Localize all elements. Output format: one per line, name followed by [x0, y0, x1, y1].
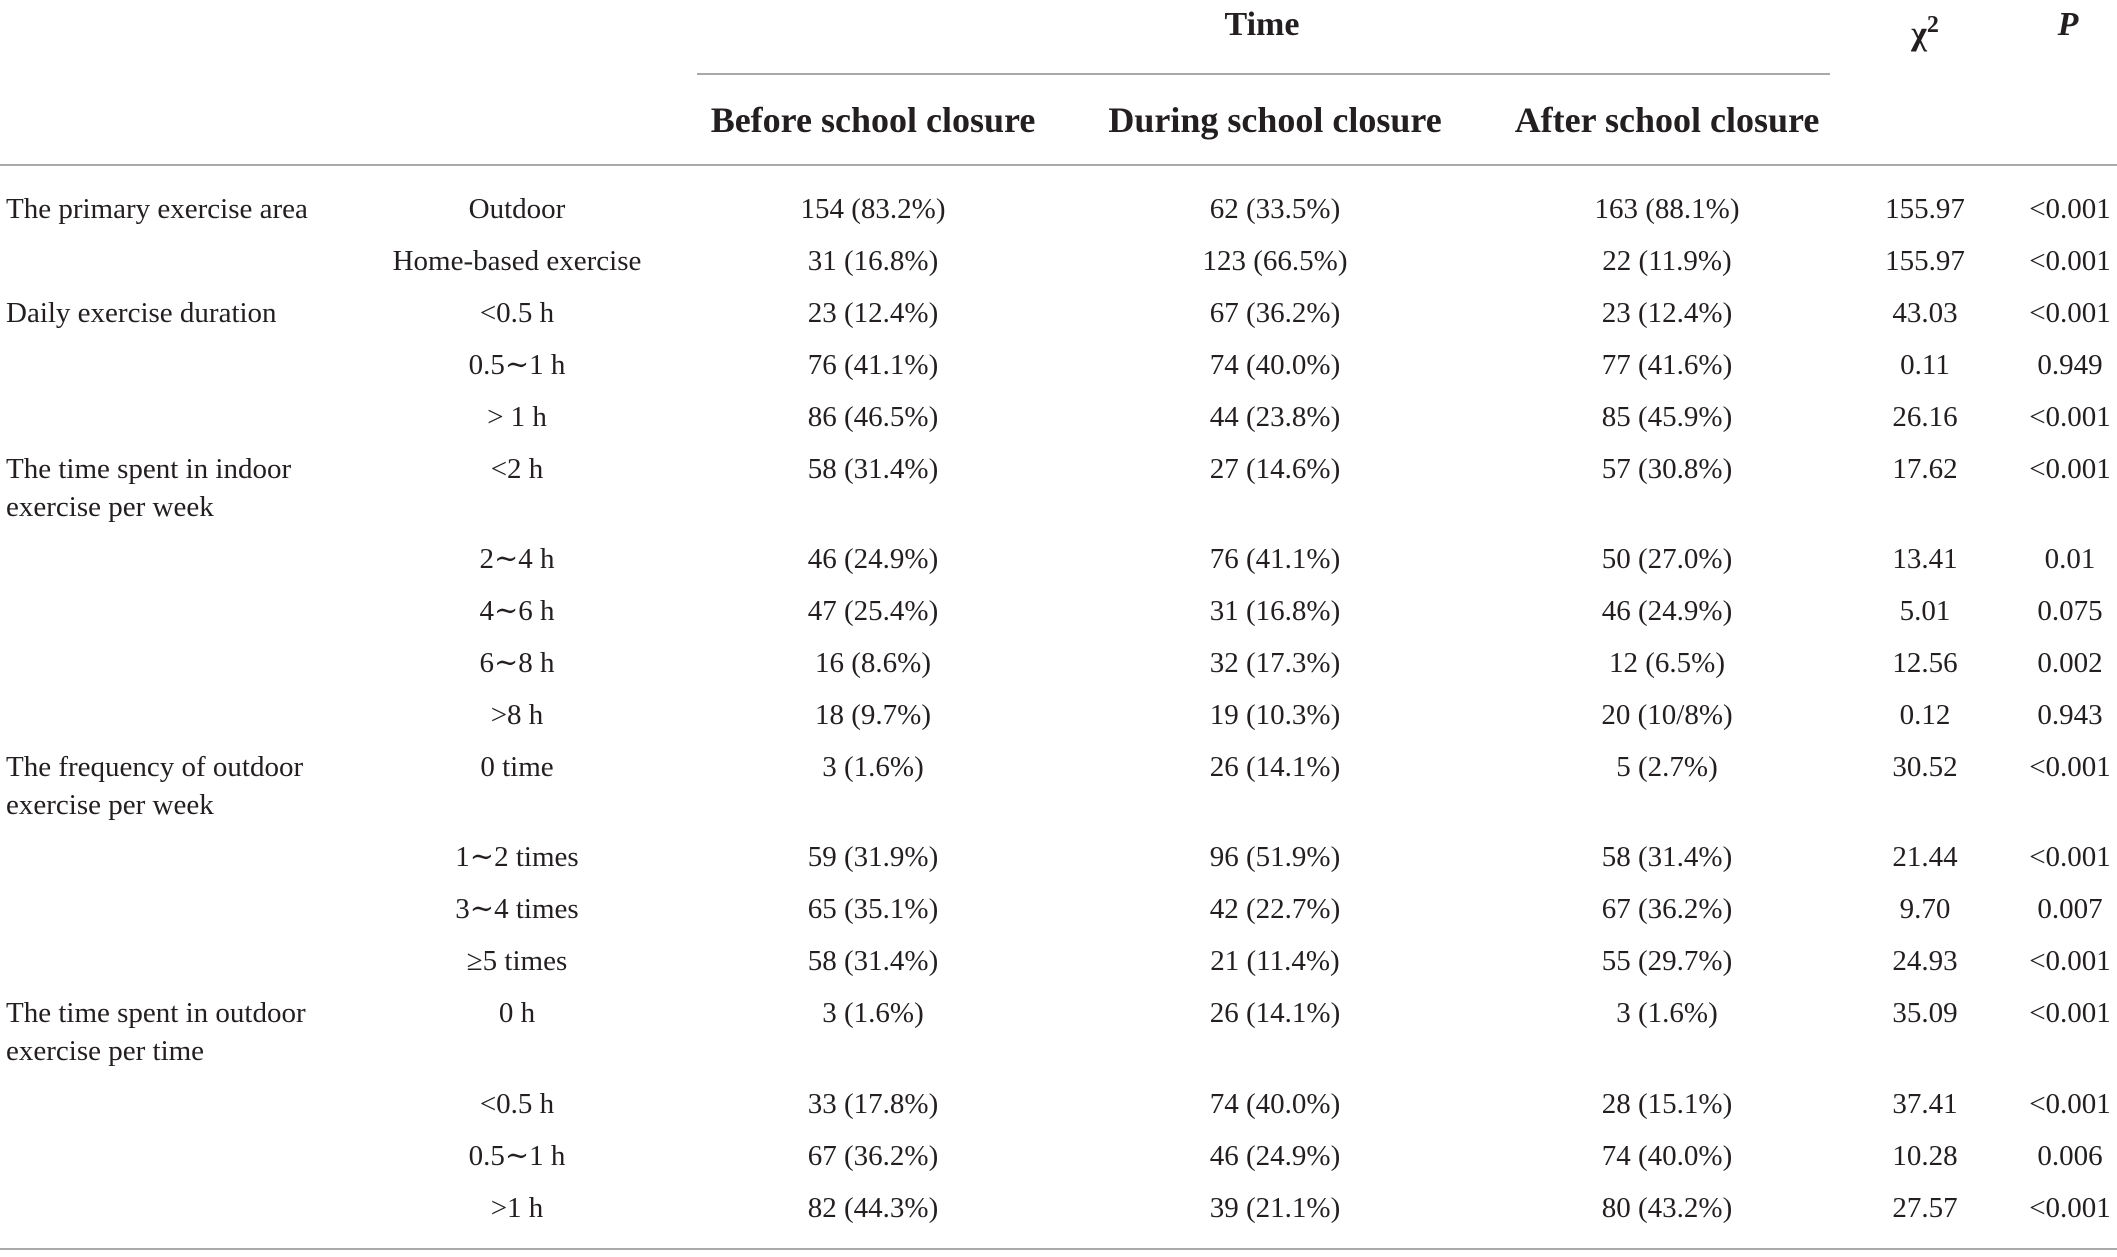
cell-after: 3 (1.6%): [1616, 997, 1718, 1029]
cell-before: 3 (1.6%): [822, 751, 924, 783]
cell-chi-square: 17.62: [1892, 453, 1958, 485]
cell-p-value: 0.007: [2037, 893, 2103, 925]
cell-chi-square: 5.01: [1899, 595, 1951, 627]
row-sublabel: Outdoor: [468, 193, 566, 225]
cell-p-value: <0.001: [2029, 751, 2111, 783]
cell-during: 74 (40.0%): [1209, 1088, 1341, 1120]
header-p: P: [2057, 6, 2079, 43]
chi-symbol: χ: [1911, 15, 1927, 53]
cell-chi-square: 26.16: [1892, 401, 1958, 433]
cell-during: 76 (41.1%): [1209, 543, 1341, 575]
cell-after: 55 (29.7%): [1601, 945, 1733, 977]
cell-chi-square: 0.12: [1899, 699, 1951, 731]
time-rule: [697, 73, 1830, 75]
cell-after: 5 (2.7%): [1616, 751, 1718, 783]
cell-chi-square: 0.11: [1900, 349, 1950, 381]
cell-during: 39 (21.1%): [1209, 1192, 1341, 1224]
cell-p-value: <0.001: [2029, 297, 2111, 329]
row-sublabel: > 1 h: [487, 401, 547, 433]
chi-exponent: 2: [1926, 12, 1939, 38]
cell-p-value: <0.001: [2029, 1088, 2111, 1120]
cell-after: 67 (36.2%): [1601, 893, 1733, 925]
cell-after: 28 (15.1%): [1601, 1088, 1733, 1120]
row-sublabel: 4∼6 h: [479, 595, 555, 627]
cell-during: 26 (14.1%): [1209, 751, 1341, 783]
cell-after: 46 (24.9%): [1601, 595, 1733, 627]
row-sublabel: 6∼8 h: [479, 647, 555, 679]
cell-after: 12 (6.5%): [1609, 647, 1725, 679]
cell-before: 16 (8.6%): [815, 647, 931, 679]
row-sublabel: <0.5 h: [479, 297, 555, 329]
cell-during: 19 (10.3%): [1209, 699, 1341, 731]
cell-after: 85 (45.9%): [1601, 401, 1733, 433]
cell-before: 82 (44.3%): [807, 1192, 939, 1224]
row-sublabel: >1 h: [490, 1192, 544, 1224]
cell-before: 154 (83.2%): [800, 193, 946, 225]
header-chi-square: [1911, 0, 1939, 59]
cell-chi-square: 10.28: [1892, 1140, 1958, 1172]
cell-before: 86 (46.5%): [807, 401, 939, 433]
row-sublabel: 3∼4 times: [455, 893, 579, 925]
row-label: Daily exercise duration: [6, 297, 277, 329]
cell-chi-square: 155.97: [1885, 193, 1965, 225]
header-bottom-rule: [0, 164, 2117, 166]
row-sublabel: 0 time: [480, 751, 554, 783]
row-label: The primary exercise area: [6, 193, 308, 225]
cell-during: 32 (17.3%): [1209, 647, 1341, 679]
cell-p-value: <0.001: [2029, 997, 2111, 1029]
row-label: The time spent in indoor exercise per week: [6, 453, 292, 523]
column-header-during: During school closure: [1108, 100, 1442, 140]
cell-during: 27 (14.6%): [1209, 453, 1341, 485]
cell-after: 57 (30.8%): [1601, 453, 1733, 485]
cell-p-value: <0.001: [2029, 945, 2111, 977]
cell-before: 58 (31.4%): [807, 453, 939, 485]
row-sublabel: 1∼2 times: [455, 841, 579, 873]
cell-after: 80 (43.2%): [1601, 1192, 1733, 1224]
cell-p-value: <0.001: [2029, 245, 2111, 277]
row-sublabel: 0.5∼1 h: [468, 349, 566, 381]
cell-chi-square: 13.41: [1892, 543, 1958, 575]
cell-during: 21 (11.4%): [1210, 945, 1340, 977]
cell-during: 44 (23.8%): [1209, 401, 1341, 433]
row-sublabel: 0.5∼1 h: [468, 1140, 566, 1172]
cell-chi-square: 30.52: [1892, 751, 1958, 783]
cell-chi-square: 24.93: [1892, 945, 1958, 977]
cell-after: 74 (40.0%): [1601, 1140, 1733, 1172]
cell-before: 33 (17.8%): [807, 1088, 939, 1120]
cell-during: 62 (33.5%): [1209, 193, 1341, 225]
row-sublabel: <2 h: [490, 453, 544, 485]
cell-before: 59 (31.9%): [807, 841, 939, 873]
cell-before: 76 (41.1%): [807, 349, 939, 381]
cell-before: 3 (1.6%): [822, 997, 924, 1029]
row-label: The frequency of outdoor exercise per week: [6, 751, 304, 821]
row-sublabel: ≥5 times: [466, 945, 568, 977]
cell-during: 31 (16.8%): [1209, 595, 1341, 627]
cell-during: 42 (22.7%): [1209, 893, 1341, 925]
row-sublabel: Home-based exercise: [392, 245, 642, 277]
cell-before: 23 (12.4%): [807, 297, 939, 329]
cell-p-value: <0.001: [2029, 193, 2111, 225]
cell-after: 163 (88.1%): [1594, 193, 1740, 225]
cell-chi-square: 12.56: [1892, 647, 1958, 679]
cell-before: 65 (35.1%): [807, 893, 939, 925]
column-header-before: Before school closure: [710, 100, 1036, 140]
cell-after: 20 (10/8%): [1601, 699, 1733, 731]
cell-before: 58 (31.4%): [807, 945, 939, 977]
cell-chi-square: 155.97: [1885, 245, 1965, 277]
row-sublabel: 0 h: [498, 997, 536, 1029]
cell-during: 74 (40.0%): [1209, 349, 1341, 381]
row-label: The time spent in outdoor exercise per time: [6, 997, 306, 1067]
cell-chi-square: 35.09: [1892, 997, 1958, 1029]
cell-p-value: 0.002: [2037, 647, 2103, 679]
cell-p-value: 0.006: [2037, 1140, 2103, 1172]
cell-before: 18 (9.7%): [815, 699, 931, 731]
cell-after: 50 (27.0%): [1601, 543, 1733, 575]
cell-during: 96 (51.9%): [1209, 841, 1341, 873]
header-time: Time: [1224, 6, 1300, 43]
cell-p-value: 0.949: [2037, 349, 2103, 381]
row-sublabel: >8 h: [490, 699, 544, 731]
cell-after: 77 (41.6%): [1601, 349, 1733, 381]
cell-p-value: 0.943: [2037, 699, 2103, 731]
cell-p-value: 0.075: [2037, 595, 2103, 627]
cell-after: 23 (12.4%): [1601, 297, 1733, 329]
cell-chi-square: 21.44: [1892, 841, 1958, 873]
row-sublabel: <0.5 h: [479, 1088, 555, 1120]
cell-during: 26 (14.1%): [1209, 997, 1341, 1029]
cell-chi-square: 37.41: [1892, 1088, 1958, 1120]
column-header-after: After school closure: [1514, 100, 1820, 140]
cell-before: 47 (25.4%): [807, 595, 939, 627]
cell-chi-square: 9.70: [1899, 893, 1951, 925]
cell-during: 123 (66.5%): [1202, 245, 1348, 277]
cell-p-value: <0.001: [2029, 401, 2111, 433]
row-sublabel: 2∼4 h: [479, 543, 555, 575]
cell-during: 46 (24.9%): [1209, 1140, 1341, 1172]
cell-chi-square: 27.57: [1892, 1192, 1958, 1224]
cell-after: 22 (11.9%): [1602, 245, 1732, 277]
cell-p-value: <0.001: [2029, 841, 2111, 873]
cell-before: 31 (16.8%): [807, 245, 939, 277]
cell-p-value: <0.001: [2029, 1192, 2111, 1224]
cell-after: 58 (31.4%): [1601, 841, 1733, 873]
cell-during: 67 (36.2%): [1209, 297, 1341, 329]
table-bottom-rule: [0, 1248, 2117, 1250]
cell-p-value: 0.01: [2044, 543, 2096, 575]
cell-chi-square: 43.03: [1892, 297, 1958, 329]
cell-before: 46 (24.9%): [807, 543, 939, 575]
cell-p-value: <0.001: [2029, 453, 2111, 485]
cell-before: 67 (36.2%): [807, 1140, 939, 1172]
